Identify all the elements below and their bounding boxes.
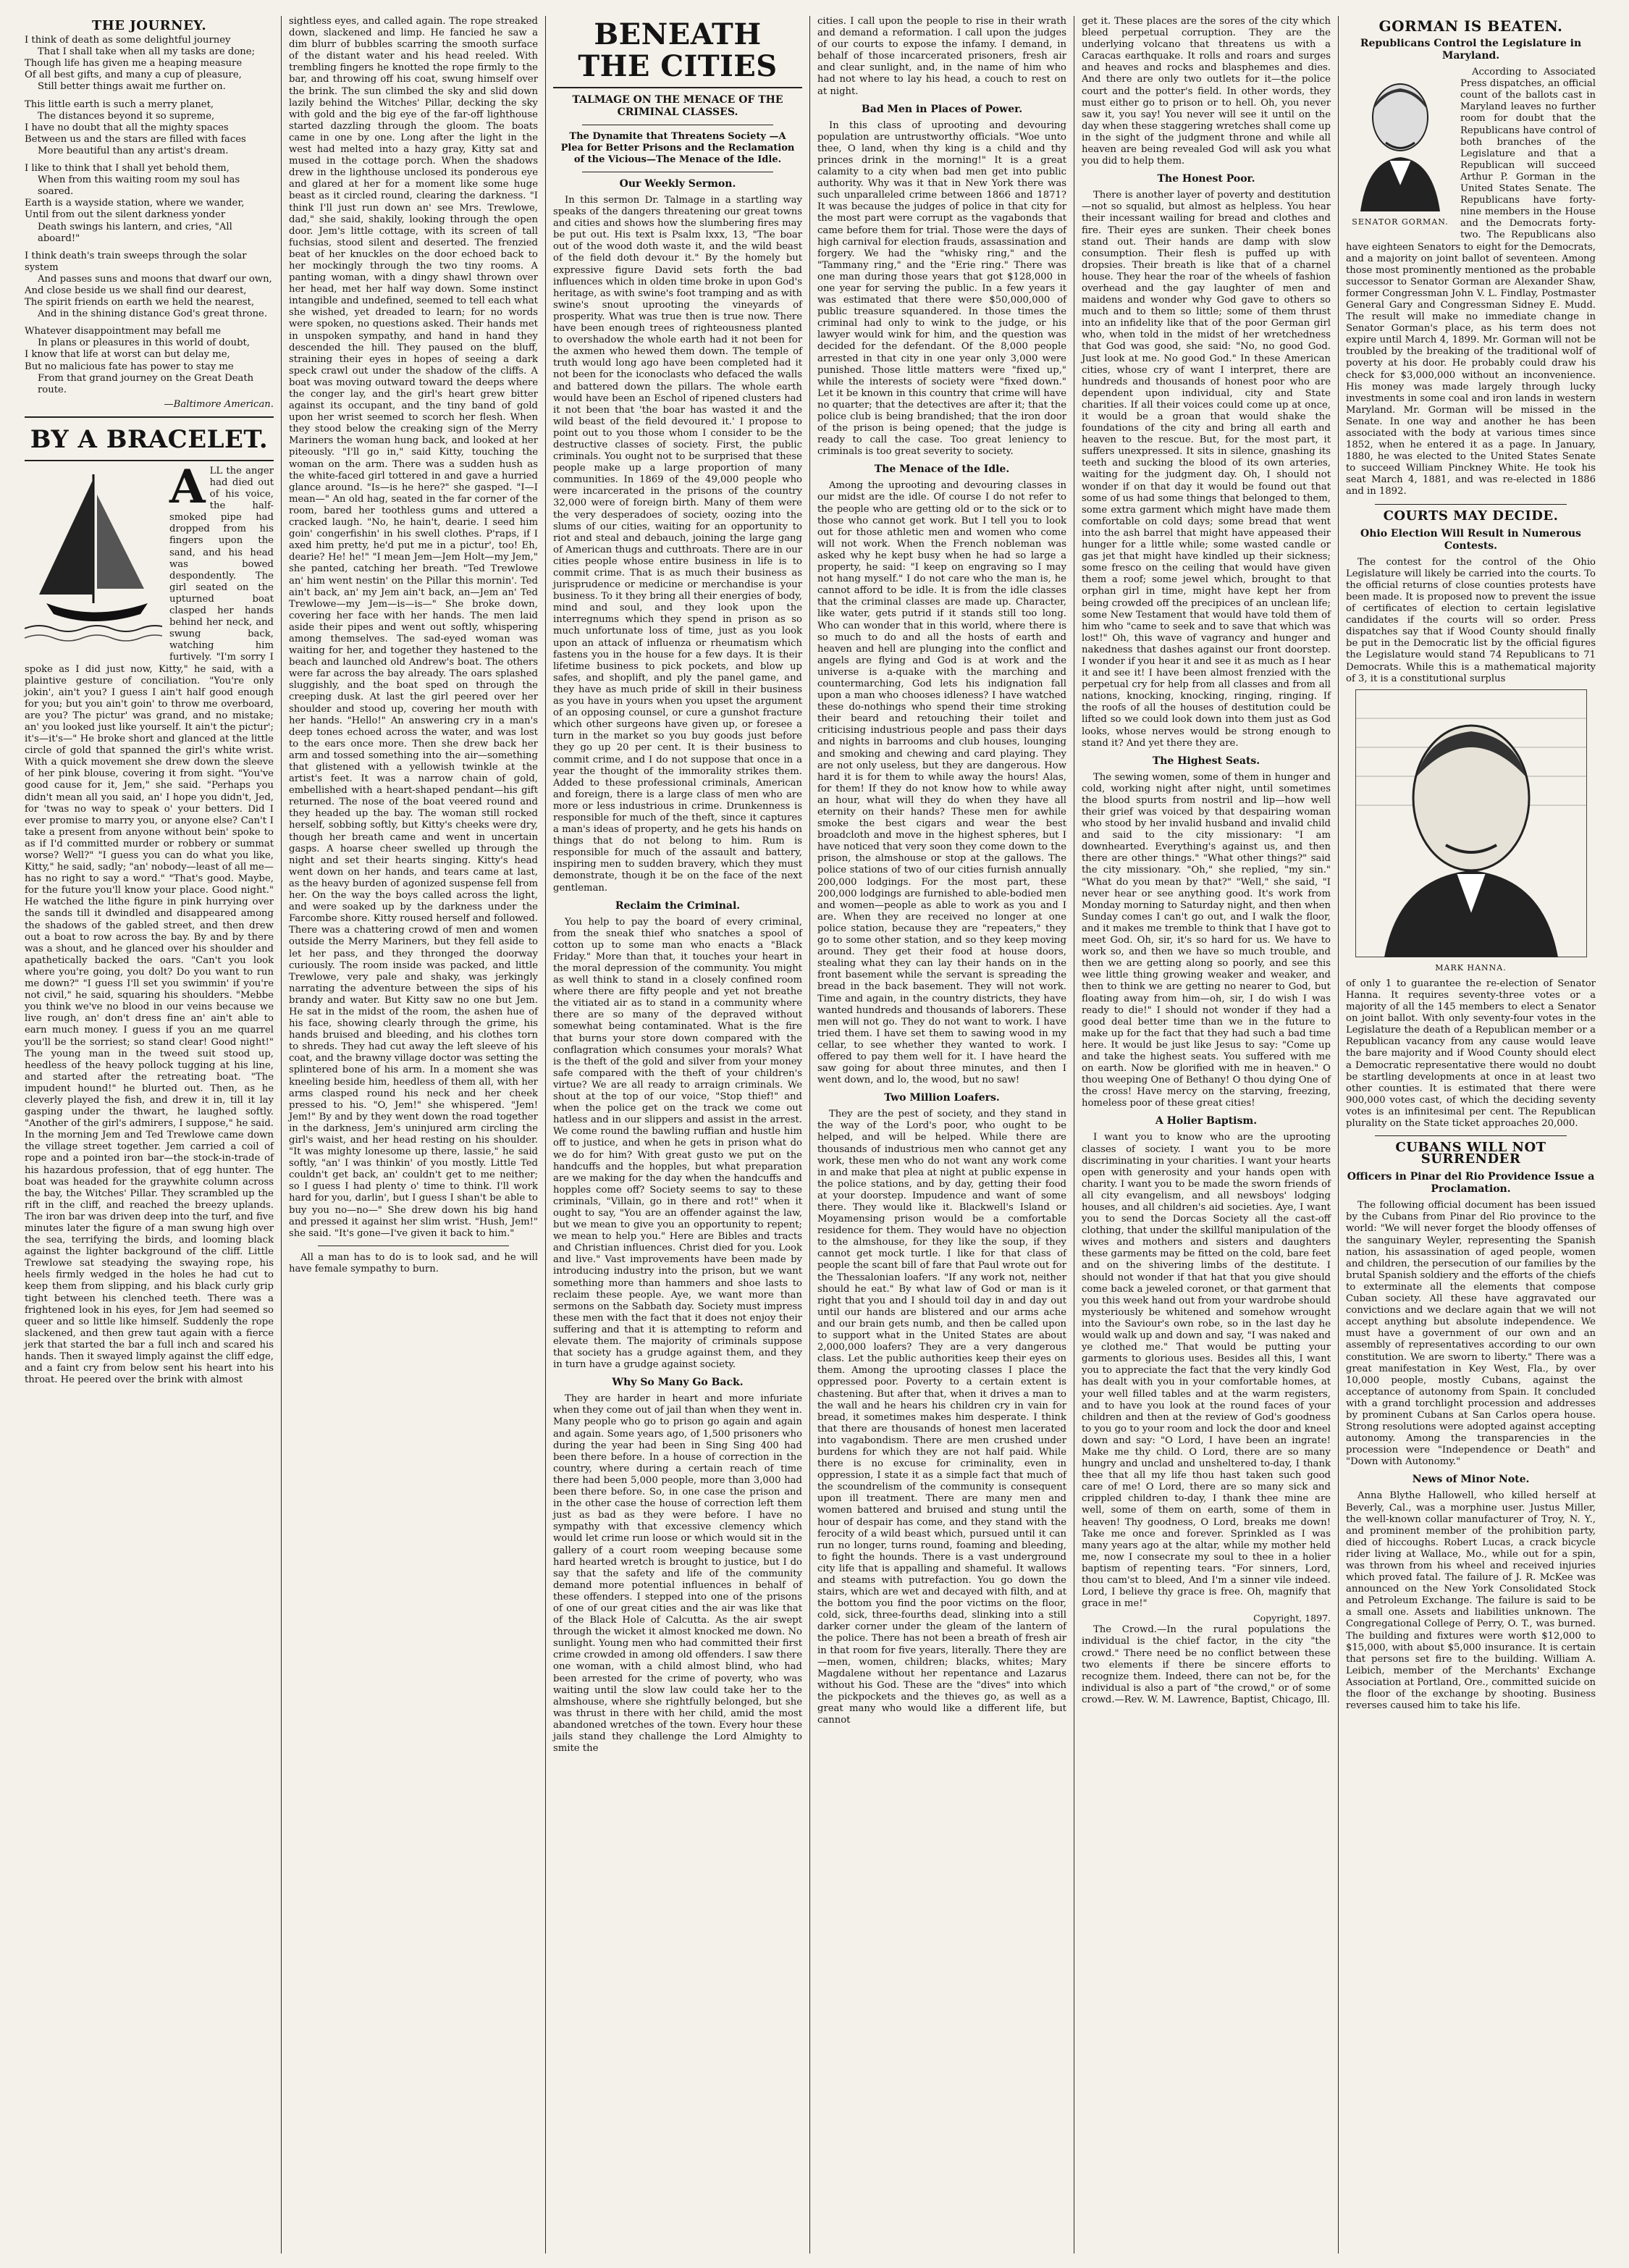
poem-line: I think death's train sweeps through the solar system [25,250,247,273]
section-heading: The Honest Poor. [1157,173,1255,185]
article-text: According to Associated Press dispatches, an official count of the ballots cast in Maryland leaves no further room for doubt that the Republicans have control of both branches of the Legislature and that a Republican will succeed Arthur P. Gorman in the United States Senate. The Republicans have forty-nine members in the House and the Democrats forty-two. The Republicans also have eighteen Senators to eight for the Democrats, and a majority on joint ballot of seventeen. Among those most prominently mentioned as the probable successor to Senator Gorman are Alexander Shaw, former Congressman John V. L. Findlay, Postmaster General Gary and Congressman Sidney E. Mudd. The result will make no immediate change in Senator Gorman's place, as his term does not expire until March 4, 1899. Mr. Gorman will not be troubled by the breaking of the traditional wolf of poverty at his door. He probably could draw his check for $3,000,000 without an inconvenience. His money was made largely through lucky investments in some coal and iron lands in western Maryland. Mr. Gorman will be missed in the Senate. In one way and another he has been associated with the body at various times since 1852, when he entered it as a page. In January, 1880, he was elected to the United States Senate to succeed William Pinckney White. He took his seat March 4, 1881, and was re-elected in 1886 and in 1892. [1346,67,1596,497]
poem-body [25,35,274,396]
article-title: COURTS MAY DECIDE. [1383,508,1559,524]
poem-line: Between us and the stars are filled with faces [25,133,246,145]
section-heading: Reclaim the Criminal. [615,899,741,912]
article-text: The contest for the control of the Ohio Legislature will likely be carried into the courts. To the official returns of close counties protests have been made. It is proposed now to prevent the issue of certificates of election to certain legislative candidates if the courts will so order. Press dispatches say that if Wood County should finally be put in the Democratic list by the official figures the Legislature would stand 74 Republicans to 71 Democrats. While this is a mathematical majority of 3, it is a constitutional surplus [1346,556,1596,684]
sermon-deck: The Dynamite that Threatens Society —A Plea for Better Prisons and the Reclamation of the Vicious—The Menace of the Idle. [560,131,795,165]
poem-line: Still better things await me further on. [38,81,226,93]
article-text: The following official document has been issued by the Cubans from Pinar del Rio province to the world: "We will never forget the bloody offenses of the sanguinary Weyler, representing the Spanish nation, his assassination of aged people, women and children, the persecution of our families by the brutal Spanish soldiery and the efforts of the chiefs to exterminate all the elements that compose Cuban society. All these have aggravated our convictions and we declare again that we will not accept anything but absolute independence. We must have a government of our own and an assembly of representatives according to our own constitution. We are sworn to liberty." There was a great manifestation in Key West, Fla., by over 10,000 people, mostly Cubans, against the acceptance of autonomy from Spain. It concluded with a grand torchlight procession and addresses by prominent Cubans at San Carlos opera house. Strong resolutions were adopted against accepting autonomy. Among the transparencies in the procession were "Independence or Death" and "Down with Autonomy." [1346,1200,1596,1468]
poem-line: From that grand journey on the Great Death route. [38,372,254,395]
poem-line: The spirit friends on earth we held the nearest, [25,297,255,308]
column-2 [282,16,546,2254]
section-heading: A Holier Baptism. [1155,1115,1258,1127]
column-1 [17,16,282,2254]
divider [1375,1135,1567,1136]
column-3 [546,16,810,2254]
section-heading: Bad Men in Places of Power. [861,103,1023,115]
story-text: LL the anger had died out of his voice, the half-smoked pipe had dropped from his fingers upon the sand, and his head was bowed despondently. The girl seated on the upturned boat clasped her hands behind her neck, and swung back, watching him furtively. "I'm sorry I spoke as I did just now, Kitty," he said, with a plaintive gesture of conciliation. "You're only jokin', ain't you? I guess I ain't half good enough for you; but you ain't goin' to throw me overboard, are you? The pictur' was grand, and no mistake; an' you looked just like yourself. It ain't the pictur'; it's—it's—" He broke short and glanced at the little circle of gold that spanned the girl's white wrist. With a quick movement she drew down the sleeve of her pink blouse, covering it from sight. "You've good cause for it, Jem," she said. "Perhaps you didn't mean all you said, an' I hope you didn't, Jed, for 'twas no way to speak o' your betters. Did I ever promise to marry you, or anyone else? Can't I take a present from anyone without bein' spoke to as if I'd committed murder or robbery or summat worse? Well?" "I guess you can do what you like, Kitty," he said, sadly; "an' nobody—least of all me—has no right to say a word." "That's good. Maybe, for the future you'll know your place. Good night." He watched the lithe figure in pink hurrying over the sands till it dwindled and disappeared among the shadows of the gabled street, and then drew out a boat to row across the bay. By and by there was a shout, and he glanced over his shoulder and apathetically backed the oars. "Can't you look where you're going, you dolt? Do you want to run me down?" "I guess I'll set you swimmin' if you're not civil," he said, squaring his shoulders. "Mebbe you think we've no blood in our veins because we live rough, an' don't dress fine an' ain't able to earn much money. I guess if you an me quarrel you'll be the sorriest; so stand clear! Good night!" The young man in the tweed suit stood up, heedless of the heavy pollock tugging at his line, and started after the retreating boat. "The impudent hound!" he blurted out. Then, as he cleverly played the fish, and drew it in, till it lay gasping under the thwart, he laughed softly. "Another of the girl's admirers, I suppose," he said. In the morning Jem and Ted Trewlowe came down the village street together. Jem carried a coil of rope and a pointed iron bar—the stock-in-trade of his hazardous profession, that of egg hunter. The boat was headed for the graywhite column across the bay, the Witches' Pillar. They scrambled up the rift in the cliff, and reached the breezy uplands. The iron bar was driven deep into the turf, and five minutes later the figure of a man swung high over the sea, terrifying the birds, and looming black against the lighter background of the cliff. Little Trewlowe sat steadying the swaying rope, his heels firmly wedged in the holes he had cut to keep them from slipping, and his black curly grip tight between his clenched teeth. There was a frightened look in his eyes, for Jem had seemed so queer and so little like himself. Suddenly the rope slackened, and then grew taut again with a fierce jerk that started the bar a full inch and scared his hands. Then it swayed limply against the cliff edge, and a faint cry from below sent his heart into his throat. He peered over the brink with almost [25,465,274,1386]
column-6 [1339,16,1603,2254]
sermon-text: In this sermon Dr. Talmage in a startling way speaks of the dangers threatening our great towns and cities and shows how the slumbering fires may be put out. His text is Psalm lxxx, 13, "The boar out of the wood doth waste it, and the wild beast of the field doth devour it." By the homely but expressive figure David sets forth the bad influences which in olden time broke in upon God's heritage, as with swine's foot tramping and as with swine's snout uprooting the vineyards of prosperity. What was true then is true now. There have been enough trees of righteousness planted to overshadow the whole earth had it not been for the axmen who hewed them down. The temple of truth would long ago have been completed had it not been for the iconoclasts who defaced the walls and battered down the pillars. The whole earth would have been an Eschol of ripened clusters had it not been that 'the boar has wasted it and the wild beast of the field devoured it.' I propose to point out to you those whom I consider to be the destructive classes of society. First, the public criminals. You ought not to be surprised that these people make up a large proportion of many communities. In 1869 of the 49,000 people who were incarcerated in the prisons of the country 32,000 were of foreign birth. Many of them were the very desperadoes of society, oozing into the slums of our cities, waiting for an opportunity to riot and steal and debauch, joining the large gang of American thugs and cutthroats. There are in our cities people whose entire business in life is to commit crime. That is as much their business as jurisprudence or medicine or merchandise is your business. To it they bring all their energies of body, mind and soul, and they look upon the interregnums which they spend in prison as so much unfortunate loss of time, just as you look upon an attack of influenza or rheumatism which fastens you in the house for a few days. It is their lifetime business to pick pockets, and blow up safes, and shoplift, and ply the panel game, and they have as much pride of skill in their business as you have in yours when you upset the argument of an opposing counsel, or cure a gunshot fracture which other surgeons have given up, or foresee a turn in the market so you buy goods just before they go up 20 per cent. It is their business to commit crime, and I do not suppose that once in a year the thought of the immorality strikes them. Added to these professional criminals, American and foreign, there is a large class of men who are more or less industrious in crime. Drunkenness is responsible for much of the theft, since it captures a man's ideas of property, and he gets his hands on things that do not belong to him. Rum is responsible for much of the assault and battery, inspiring men to sudden bravery, which they must demonstrate, though it be on the face of the next gentleman. [553,195,802,894]
sermon-title: BENEATH THE CITIES [553,19,802,88]
sermon-text: The sewing women, some of them in hunger and cold, working night after night, until sometimes the blood spurts from nostril and lip—how well their grief was voiced by that despairing woman who stood by her invalid husband and invalid child and said to the city missionary: "I am downhearted. Everything's against us, and then there are other things." "What other things?" said the city missionary. "Oh," she replied, "my sin." "What do you mean by that?" "Well," she said, "I never hear or see anything good. It's work from Monday morning to Saturday night, and then when Sunday comes I can't go out, and I walk the floor, and it makes me tremble to think that I have got to meet God. Oh, sir, it's so hard for us. We have to work so, and then we have so much trouble, and then we are getting along so poorly, and see this wee little thing growing weaker and weaker, and then to think we are getting no nearer to God, but floating away from him—oh, sir, I do wish I was ready to die!" I should not wonder if they had a good deal better time than we in the future to make up for the fact that they had such a bad time here. It would be just like Jesus to say: "Come up and take the highest seats. You suffered with me on earth. Now be glorified with me in heaven." O thou weeping One of Bethany! O thou dying One of the cross! Have mercy on the starving, freezing, homeless poor of these great cities! [1082,771,1331,1109]
closing-note: All a man has to do is to look sad, and he will have female sympathy to burn. [289,1251,538,1274]
poem-line: In plans or pleasures in this world of doubt, [38,337,251,349]
section-heading: Our Weekly Sermon. [619,178,736,190]
article-subtitle: Republicans Control the Legislature in Maryland. [1360,38,1582,62]
stanza-gap [25,93,274,99]
poem-line: When from this waiting room my soul has soared. [38,175,240,198]
sermon-text: I want you to know who are the uprooting classes of society. I want you to be more discriminating in your charities. I want your hearts open with generosity and your hands open with charity. I want you to be made the sworn friends of all city evangelism, and all newsboys' lodging houses, and all children's aid societies. Aye, I want you to send the Dorcas Society all the cast-off clothing, that under the skillful manipulation of the wives and mothers and sisters and daughters these garments may be fitted on the cold, bare feet and on the shivering limbs of the destitute. I should not wonder if that hat that you give should come back a jeweled coronet, or that garment that you this week hand out from your wardrobe should mysteriously be whitened and somehow wrought into the Saviour's own robe, so in the last day he would walk up and down and say, "I was naked and ye clothed me." That would be putting your garments to glorious uses. Besides all this, I want you to appreciate the fact that the very kindly God has dealt with you in your comfortable homes, at your well filled tables and at the warm registers, and to have you look at the round faces of your children and then at the review of God's goodness to you go to your room and lock the door and kneel down and say: "O Lord, I have been an ingrate! Make me thy child. O Lord, there are so many hungry and unclad and unsheltered to-day, I thank thee that all my life thou hast taken such good care of me! O Lord, there are so many sick and crippled children to-day, I thank thee mine are well, some of them on earth, some of them in heaven! Thy goodness, O Lord, breaks me down! Take me once and forever. Sprinkled as I was many years ago at the altar, while my mother held me, now I consecrate my soul to thee in a holier baptism of repenting tears. "For sinners, Lord, thou cam'st to bleed, And I'm a sinner vile indeed. Lord, I believe thy grace is free. Oh, magnify that grace in me!" [1082,1132,1331,1610]
poem-line: Until from out the silent darkness yonder [25,209,226,221]
section-heading: The Menace of the Idle. [874,463,1010,476]
poem-credit: —Baltimore American. [164,398,274,410]
stanza-gap [25,157,274,163]
section-heading: Why So Many Go Back. [612,1377,744,1389]
poem-title: THE JOURNEY. [91,18,207,33]
poem-line: I know that life at worst can but delay me, [25,349,230,361]
story-continued: sightless eyes, and called again. The rope streaked down, slackened and limp. He fancied he saw a dim blurr of bubbles scarring the smooth surface of the distant water and his head reeled. With trembling fingers he knotted the rope firmly to the bar, and throwing off his coat, swung himself over the brink. The sun climbed the sky and slid down lazily behind the Witches' Pillar, decking the sky with gold and the big eye of the far-off lighthouse started dazzling through the gloom. The boats came in one by one. Long after the light in the west had melted into a hazy gray, Kitty sat and mused in the cottage porch. When the shadows drew in the lighthouse unclosed its ponderous eye and glared at her for a moment like some huge beast as it circled round, clearing the darkness. "I think I'll just run down an' see Mrs. Trewlowe, dad," she said, shakily, looking through the open door. Jem's little cottage, with its screen of tall fuchsias, stood silent and deserted. The frenzied beat of her knuckles on the door echoed back to her mockingly through the two tiny rooms. A panting woman, with a dingy shawl thrown over her head, met her half way down. Some instinct intangible and undefined, seemed to tell each what she wished, yet dreaded to learn; for no words were spoken, no questions asked. Their hands met in unspoken sympathy, and hand in hand they descended the hill. They paused on the bluff, straining their eyes in hopes of seeing a dark speck crawl out under the shadow of the cliffs. A boat was moving outward toward the deeps where the conger lay, and the girl's heart grew bitter against its occupant, and the tiny band of gold upon her wrist seemed to scorch her flesh. When they stood below the creaking sign of the Merry Mariners the woman hung back, and looked at her piteously. "I'll go in," said Kitty, touching the woman on the arm. There was a sudden hush as the white-faced girl tottered in and gave a hurried glance around. "Is—is he here?" she gasped. "I—I mean—" An old hag, seated in the far corner of the room, bared her toothless gums and uttered a cracked laugh. "No, he hain't, dearie. I seed him goin' congerfishin' in his swell clothes. P'raps, if I axed him pretty, he'd put me in a pictur', too! Eh, dearie? He! he!" "I mean Jem—Jem Holt—my Jem," she panted, catching her breath. "Ted Trewlowe an' him went nestin' on the Pillar this mornin'. Ted ain't back, an' my Jem ain't back, an—Jem an' Ted Trewlowe—my Jem—is—is—" She broke down, covering her face with her hands. The men laid aside their pipes and went out softly, whispering among themselves. The sad-eyed woman was waiting for her, and together they hastened to the beach and launched old Andrew's boat. The others were far across the bay already. The oars splashed sluggishly, and the boat sped on through the creeping dusk. At last the girl peered over her shoulder and stood up, covering her mouth with her hands. "Hello!" An answering cry in a man's deep tones echoed across the water, and was lost to the ears once more. Then she drew back her arm and tossed something into the air—something that glistened with a yellowish twinkle at the artist's feet. It was a narrow chain of gold, embellished with a heart-shaped pendant—his gift returned. The nose of the boat veered round and they headed up the bay. The woman still rocked herself, sobbing softly, but Kitty's cheeks were dry, though her breath came and went in uncertain gasps. A hoarse cheer swelled up through the night and set their hearts singing. Kitty's head went down on her hands, and tears came at last, as the heavy burden of agonized suspense fell from her. On the way the boys called across the light, and were soaked up by the darkness under the Farcombe shore. Kitty roused herself and followed. There was a chattering crowd of men and women outside the Merry Mariners, but they fell aside to let her pass, and they thronged the doorway curiously. The room inside was packed, and little Trewlowe, very pale and shaky, was jerkingly narrating the adventure between the sips of his brandy and water. But Kitty saw no one but Jem. He sat in the midst of the room, the ashen hue of his face, showing clearly through the grime, his hands bruised and bleeding, and his clothes torn to shreds. They had cut away the left sleeve of his coat, and the brawny village doctor was setting the splintered bone of his arm. In a moment she was kneeling beside him, heedless of them all, with her arms clasped round his neck and her cheek pressed to his. "O, Jem!" she whispered. "Jem! Jem!" By and by they went down the road together in the darkness, Jem's uninjured arm circling the girl's waist, and her head resting on his shoulder. "It was mighty lonesome up there, lassie," he said softly, "an' I was thinkin' of you mostly. Little Ted couldn't get back, an' couldn't get to me neither; so I guess I had plenty o' time to think. I'll work hard for you, darlin', but I guess I shan't be able to buy you no—no—" She drew down his big hand and pressed it against her slim wrist. "Hush, Jem!" she said. "It's gone—I've given it back to him." [289,16,538,1239]
poem-line: Death swings his lantern, and cries, "All aboard!" [38,221,232,244]
poem-line: But no malicious fate has power to stay me [25,361,234,372]
poem-line: I like to think that I shall yet behold them, [25,163,230,175]
stanza-gap [25,320,274,326]
poem-line: The distances beyond it so supreme, [38,110,215,122]
section-heading: Two Million Loafers. [884,1092,1000,1104]
poem-line: Whatever disappointment may befall me [25,326,222,337]
sermon-continued: cities. I call upon the people to rise in their wrath and demand a reformation. I call upon the judges of our courts to expose the infamy. I demand, in behalf of those incarcerated prisoners, fresh air and clear sunlight, and, in the name of him who had not where to lay his head, a couch to rest on at night. [817,16,1066,97]
poem-line: That I shall take when all my tasks are done; [38,46,256,58]
sermon-text: In this class of uprooting and devouring population are untrustworthy officials. "Woe unto thee, O land, when thy king is a child and thy princes drink in the morning!" It is a great calamity to a city when bad men get into public authority. Why was it that in New York there was such unparalleled crime between 1866 and 1871? It was because the judges of police in that city for the most part were corrupt as the vagabonds that came before them for trial. Those were the days of high carnival for election frauds, assassination and forgery. We had the "whisky ring," and the "Tammany ring," and the "Erie ring." There was one man during those years that got $128,000 in one year for serving the public. In a few years it was estimated that there were $50,000,000 of public treasure squandered. In those times the criminal had only to wink to the judge, or his lawyer would wink for him, and the question was decided for the defendant. Of the 8,000 people arrested in that city in one year only 3,000 were punished. Those little matters were "fixed up," while the interests of society were "fixed down." Let it be known in this country that crime will have no quarter; that the detectives are after it; that the police club is being brandished; that the iron door of the prison is being opened; that the judge is ready to call the case. Too great leniency to criminals is too great severity to society. [817,119,1066,458]
article-text: Anna Blythe Hallowell, who killed herself at Beverly, Cal., was a morphine user. Justus Miller, the well-known collar manufacturer of Troy, N. Y., and prominent member of the prohibition party, died of hiccoughs. Robert Lucas, a crack bicycle rider living at Wallace, Mo., while out for a spin, was thrown from his wheel and received injuries which proved fatal. The failure of J. R. McKee was announced on the New York Consolidated Stock and Petroleum Exchange. The failure is said to be a small one. Assets and liabilities unknown. The Congregational College of Perry, O. T., was burned. The building and fixtures were worth $12,000 to $15,000, with about $5,000 insurance. It is certain that persons set fire to the building. William A. Leibich, member of the Merchants' Exchange Association at Portland, Ore., committed suicide on the floor of the exchange by shooting. Business reverses caused him to take his life. [1346,1490,1596,1712]
poem-line: And in the shining distance God's great throne. [38,308,268,320]
portrait-caption: SENATOR GORMAN. [1352,217,1449,227]
story-dropcap: A [169,459,206,514]
section-heading: News of Minor Note. [1412,1474,1530,1486]
poem-line: This little earth is such a merry planet, [25,98,214,110]
sermon-text: They are the pest of society, and they stand in the way of the Lord's poor, who ought to be helped, and will be helped. While there are thousands of industrious men who cannot get any work, these men who do not want any work come in and make that plea at night at public expense in the police stations, and by day, getting their food at your doorstep. Impudence and want of some there. They would like it. Blackwell's Island or Moyamensing prison would be a comfortable residence for them. They would have no objection to the almshouse, for they like the soup, if they cannot get mock turtle. I like for that class of people the scant bill of fare that Paul wrote out for the Thessalonian loafers. "If any work not, neither should he eat." By what law of God or man is it right that you and I should toil day in and day out until our hands are blistered and our arms ache and our brain gets numb, and then be called upon to support what in the United States are about 2,000,000 loafers? They are a very dangerous class. Let the public authorities keep their eyes on them. Among the uprooting classes I place the oppressed poor. Poverty to a certain extent is chastening. But after that, when it drives a man to the wall and he hears his children cry in vain for bread, it sometimes makes him desperate. I think that there are thousands of honest men lacerated into vagabondism. There are men crushed under burdens for which they are not half paid. While there is no excuse for criminality, even in oppression, I state it as a simple fact that much of the scoundrelism of the community is consequent upon ill treatment. There are many men and women battered and bruised and stung until the hour of despair has come, and they stand with the ferocity of a wild beast which, pursued until it can run no longer, turns round, foaming and bleeding, to fight the hounds. There is a vast underground city life that is appalling and shameful. It wallows and steams with putrefaction. You go down the stairs, which are wet and decayed with filth, and at the bottom you find the poor victims on the floor, cold, sick, three-fourths dead, slinking into a still darker corner under the gleam of the lantern of the police. There has not been a breath of fresh air in that room for five years, literally. There they are—men, women, children; blacks, whites; Mary Magdalene without her repentance and Lazarus without his God. These are the "dives" into which the pickpockets and the thieves go, as well as a great many who would like a different life, but cannot [817,1109,1066,1726]
sermon-text: You help to pay the board of every criminal, from the sneak thief who snatches a spool of cotton up to some man who enacts a "Black Friday." More than that, it touches your heart in the moral depression of the community. You might as well think to stand in a closely confined room where there are fifty people and yet not breathe the vitiated air as to stand in a community where there are so many of the depraved without somewhat being contaminated. What is the fire that burns your store down compared with the conflagration which consumes your morals? What is the theft of the gold and silver from your money safe compared with the theft of your children's virtue? We are all ready to arraign criminals. We shout at the top of our voice, "Stop thief!" and when the police get on the track we come out hatless and in our slippers and assist in the arrest. We come round the bawling ruffian and hustle him off to justice, and when he gets in prison what do we do for him? With great gusto we put on the handcuffs and the hopples, but what preparation are we making for the day when the handcuffs and hopples come off? Society seems to say to these criminals, "Villain, go in there and rot!" when it ought to say, "You are an offender against the law, but we mean to give you an opportunity to repent; we mean to help you." Here are Bibles and tracts and Christian influences. Christ died for you. Look and live." Vast improvements have been made by introducing industry into the prison, but we want something more than hammers and shoe lasts to reclaim these people. Aye, we want more than sermons on the Sabbath day. Society must impress these men with the fact that it does not enjoy their suffering and that it is attempting to reform and elevate them. The majority of criminals suppose that society has a grudge against them, and they in turn have a grudge against society. [553,916,802,1371]
poem-line: And passes suns and moons that dwarf our own, [38,273,272,285]
sermon-continued: get it. These places are the sores of the city which bleed perpetual corruption. They are the underlying volcano that threatens us with a Caracas earthquake. It rolls and roars and surges and heaves and rocks and blasphemes and dies. And there are only two outlets for it—the police court and the potter's field. In other words, they must either go to prison or to hell. Oh, you never saw it, you say! You never will see it until on the day when these staggering wretches shall come up in the sight of the judgment throne and while all heaven are being revealed God will ask you what you did to help them. [1082,16,1331,167]
poem-line: Earth is a wayside station, where we wander, [25,198,245,209]
poem-line: Of all best gifts, and many a cup of pleasure, [25,70,242,81]
poem-line: And close beside us we shall find our dearest, [25,285,247,296]
article-subtitle: Ohio Election Will Result in Numerous Contests. [1360,527,1581,552]
poem-line: More beautiful than any artist's dream. [38,145,229,156]
poem-line: Though life has given me a heaping measure [25,58,243,70]
sermon-subtitle: TALMAGE ON THE MENACE OF THE CRIMINAL CLASSES. [572,94,783,118]
article-title: GORMAN IS BEATEN. [1378,17,1563,35]
sailboat-illustration [25,466,162,650]
hanna-portrait [1346,689,1596,974]
gorman-portrait [1346,67,1455,232]
poem-line: I have no doubt that all the mighty spaces [25,122,229,133]
copyright: Copyright, 1897. [1253,1613,1331,1624]
sermon-text: They are harder in heart and more infuriate when they come out of jail than when they went in. Many people who go to prison go again and again and again. Some years ago, of 1,500 prisoners who during the year had been in Sing Sing 400 had been there before. In a house of correction in the country, where during a certain reach of time there had been 5,000 people, more than 3,000 had been there before. So, in one case the prison and in the other case the house of correction left them just as bad as they were before. I have no sympathy with that excessive clemency which would let crime run loose or which would sit in the gallery of a court room weeping because some hard hearted wretch is brought to justice, but I do say that the safety and life of the community demand more potential influences in behalf of these offenders. I stepped into one of the prisons of one of our great cities and the air was like that of the Black Hole of Calcutta. As the air swept through the wicket it almost knocked me down. No sunlight. Young men who had committed their first crime crowded in among old offenders. I saw there one woman, with a child almost blind, who had been arrested for the crime of poverty, who was waiting until the slow law could take her to the almshouse, where she rightfully belonged, but she was thrust in there with her child, amid the most abandoned wretches of the town. Every hour these jails stand they challenge the Lord Almighty to smite the [553,1393,802,1755]
column-4 [810,16,1074,2254]
portrait-caption: MARK HANNA. [1435,962,1507,973]
stanza-gap [25,245,274,251]
column-5 [1074,16,1339,2254]
sermon-text: Among the uprooting and devouring classes in our midst are the idle. Of course I do not refer to the people who are getting old or to the sick or to those who cannot get work. But I tell you to look out for those athletic men and women who come will not work. When the French nobleman was asked why he kept busy when he had so large a property, he said: "I keep on engraving so I may not hang myself." I do not care who the man is, he cannot afford to be idle. It is from the idle classes that the criminal classes are made up. Character, like water, gets putrid if it stands still too long. Who can wonder that in this world, where there is so much to do and all the hosts of earth and heaven and hell are plunging into the conflict and angels are flying and God is at work and the universe is a-quake with the marching and countermarching, God lets his indignation fall upon a man who chooses idleness? I have watched these do-nothings who spend their time stroking their beard and retouching their toilet and criticising industrious people and pass their days and nights in barrooms and club houses, lounging and smoking and chewing and card playing. They are not only useless, but they are dangerous. How hard it is for them to while away the hours! Alas, for them! If they do not know how to while away an hour, what will they do when they have all eternity on their hands? These men for awhile smoke the best cigars and wear the best broadcloth and move in the highest spheres, but I have noticed that very soon they come down to the prison, the almshouse or stop at the gallows. The police stations of two of our cities furnish annually 200,000 lodgings. For the most part, these 200,000 lodgings are furnished to able-bodied men and women—people as able to work as you and I are. When they are received no longer at one police station, because they are "repeaters," they go to some other station, and so they keep moving around. They get their food at house doors, stealing what they can lay their hands on in the front basement while the servant is spreading the bread in the back basement. They will not work. Time and again, in the country districts, they have wanted hundreds and thousands of laborers. These men will not go. They do not want to work. I have tried them. I have set them to sawing wood in my cellar, to see whether they wanted to work. I offered to pay them well for it. I have heard the saw going for about three minutes, and then I went down, and lo, the wood, but no saw! [817,480,1066,1086]
divider [1375,504,1567,505]
article-text: of only 1 to guarantee the re-election of Senator Hanna. It requires seventy-three votes or a majority of all the 145 members to elect a Senator on joint ballot. With only seventy-four votes in the Legislature the death of a Republican member or a Republican vacancy from any cause would leave the bare majority and if Wood County should elect a Democratic representative there would no doubt be startling developments at once in at least two other counties. It is estimated that there were 900,000 votes cast, of which the deciding seventy votes is an infinitesimal per cent. The Republican plurality on the State ticket approaches 20,000. [1346,978,1596,1129]
story-title: BY A BRACELET. [25,416,274,461]
section-heading: The Highest Seats. [1152,755,1260,767]
poem-line: I think of death as some delightful journey [25,35,231,46]
article-subtitle: Officers in Pinar del Rio Providence Issue a Proclamation. [1347,1171,1595,1196]
closing-note: The Crowd.—In the rural populations the individual is the chief factor, in the city "the crowd." There need be no conflict between these two elements if there be sincere efforts to recognize them. Indeed, there can not be, for the individual is also a part of "the crowd," or of some crowd.—Rev. W. M. Lawrence, Baptist, Chicago, Ill. [1082,1624,1331,1705]
sermon-text: There is another layer of poverty and destitution—not so squalid, but almost as helpless. You hear their incessant wailing for bread and clothes and fire. Their eyes are sunken. Their cheek bones stand out. Their hands are damp with slow consumption. Their flesh is puffed up with dropsies. Their breath is like that of a charnel house. They hear the roar of the wheels of fashion overhead and the gay laughter of men and maidens and wonder why God gave to others so much and to them so little; some of them thrust into an infidelity like that of the poor German girl who, when told in the midst of her wretchedness that God was good, she said: "No, no good God. Just look at me. No good God." In these American cities, whose cry of want I interpret, there are hundreds and thousands of honest poor who are dependent upon individual, city and State charities. If all their voices could come up at once, it would be a groan that would shake the foundations of the city and bring all earth and heaven to the rescue. But, for the most part, it suffers unexpressed. It sits in silence, gnashing its teeth and sucking the blood of its own arteries, waiting for the judgment day. Oh, I should not wonder if on that day it would be found out that some of us had some things that belonged to them, some extra garment which might have made them comfortable on cold days; some bread that went into the ash barrel that might have appeased their hunger for a little while; some wasted candle or gas jet that might have kindled up their sickness; some fresco on the ceiling that would have given them a roof; some jewel which, brought to that orphan girl in time, might have kept her from being crowded off the precipices of an unclean life; some New Testament that would have told them of him who "came to seek and to save that which was lost!" Oh, this wave of vagrancy and hunger and nakedness that dashes against our front doorstep. I wonder if you hear it and see it as much as I hear it and see it! I have been almost frenzied with the perpetual cry for help from all classes and from all nations, knocking, knocking, ringing, ringing. If the roofs of all the houses of destitution could be lifted so we could look down into them just as God looks, whose nerves would be strong enough to stand it? And yet there they are. [1082,190,1331,749]
article-title: CUBANS WILL NOT SURRENDER [1395,1140,1546,1167]
